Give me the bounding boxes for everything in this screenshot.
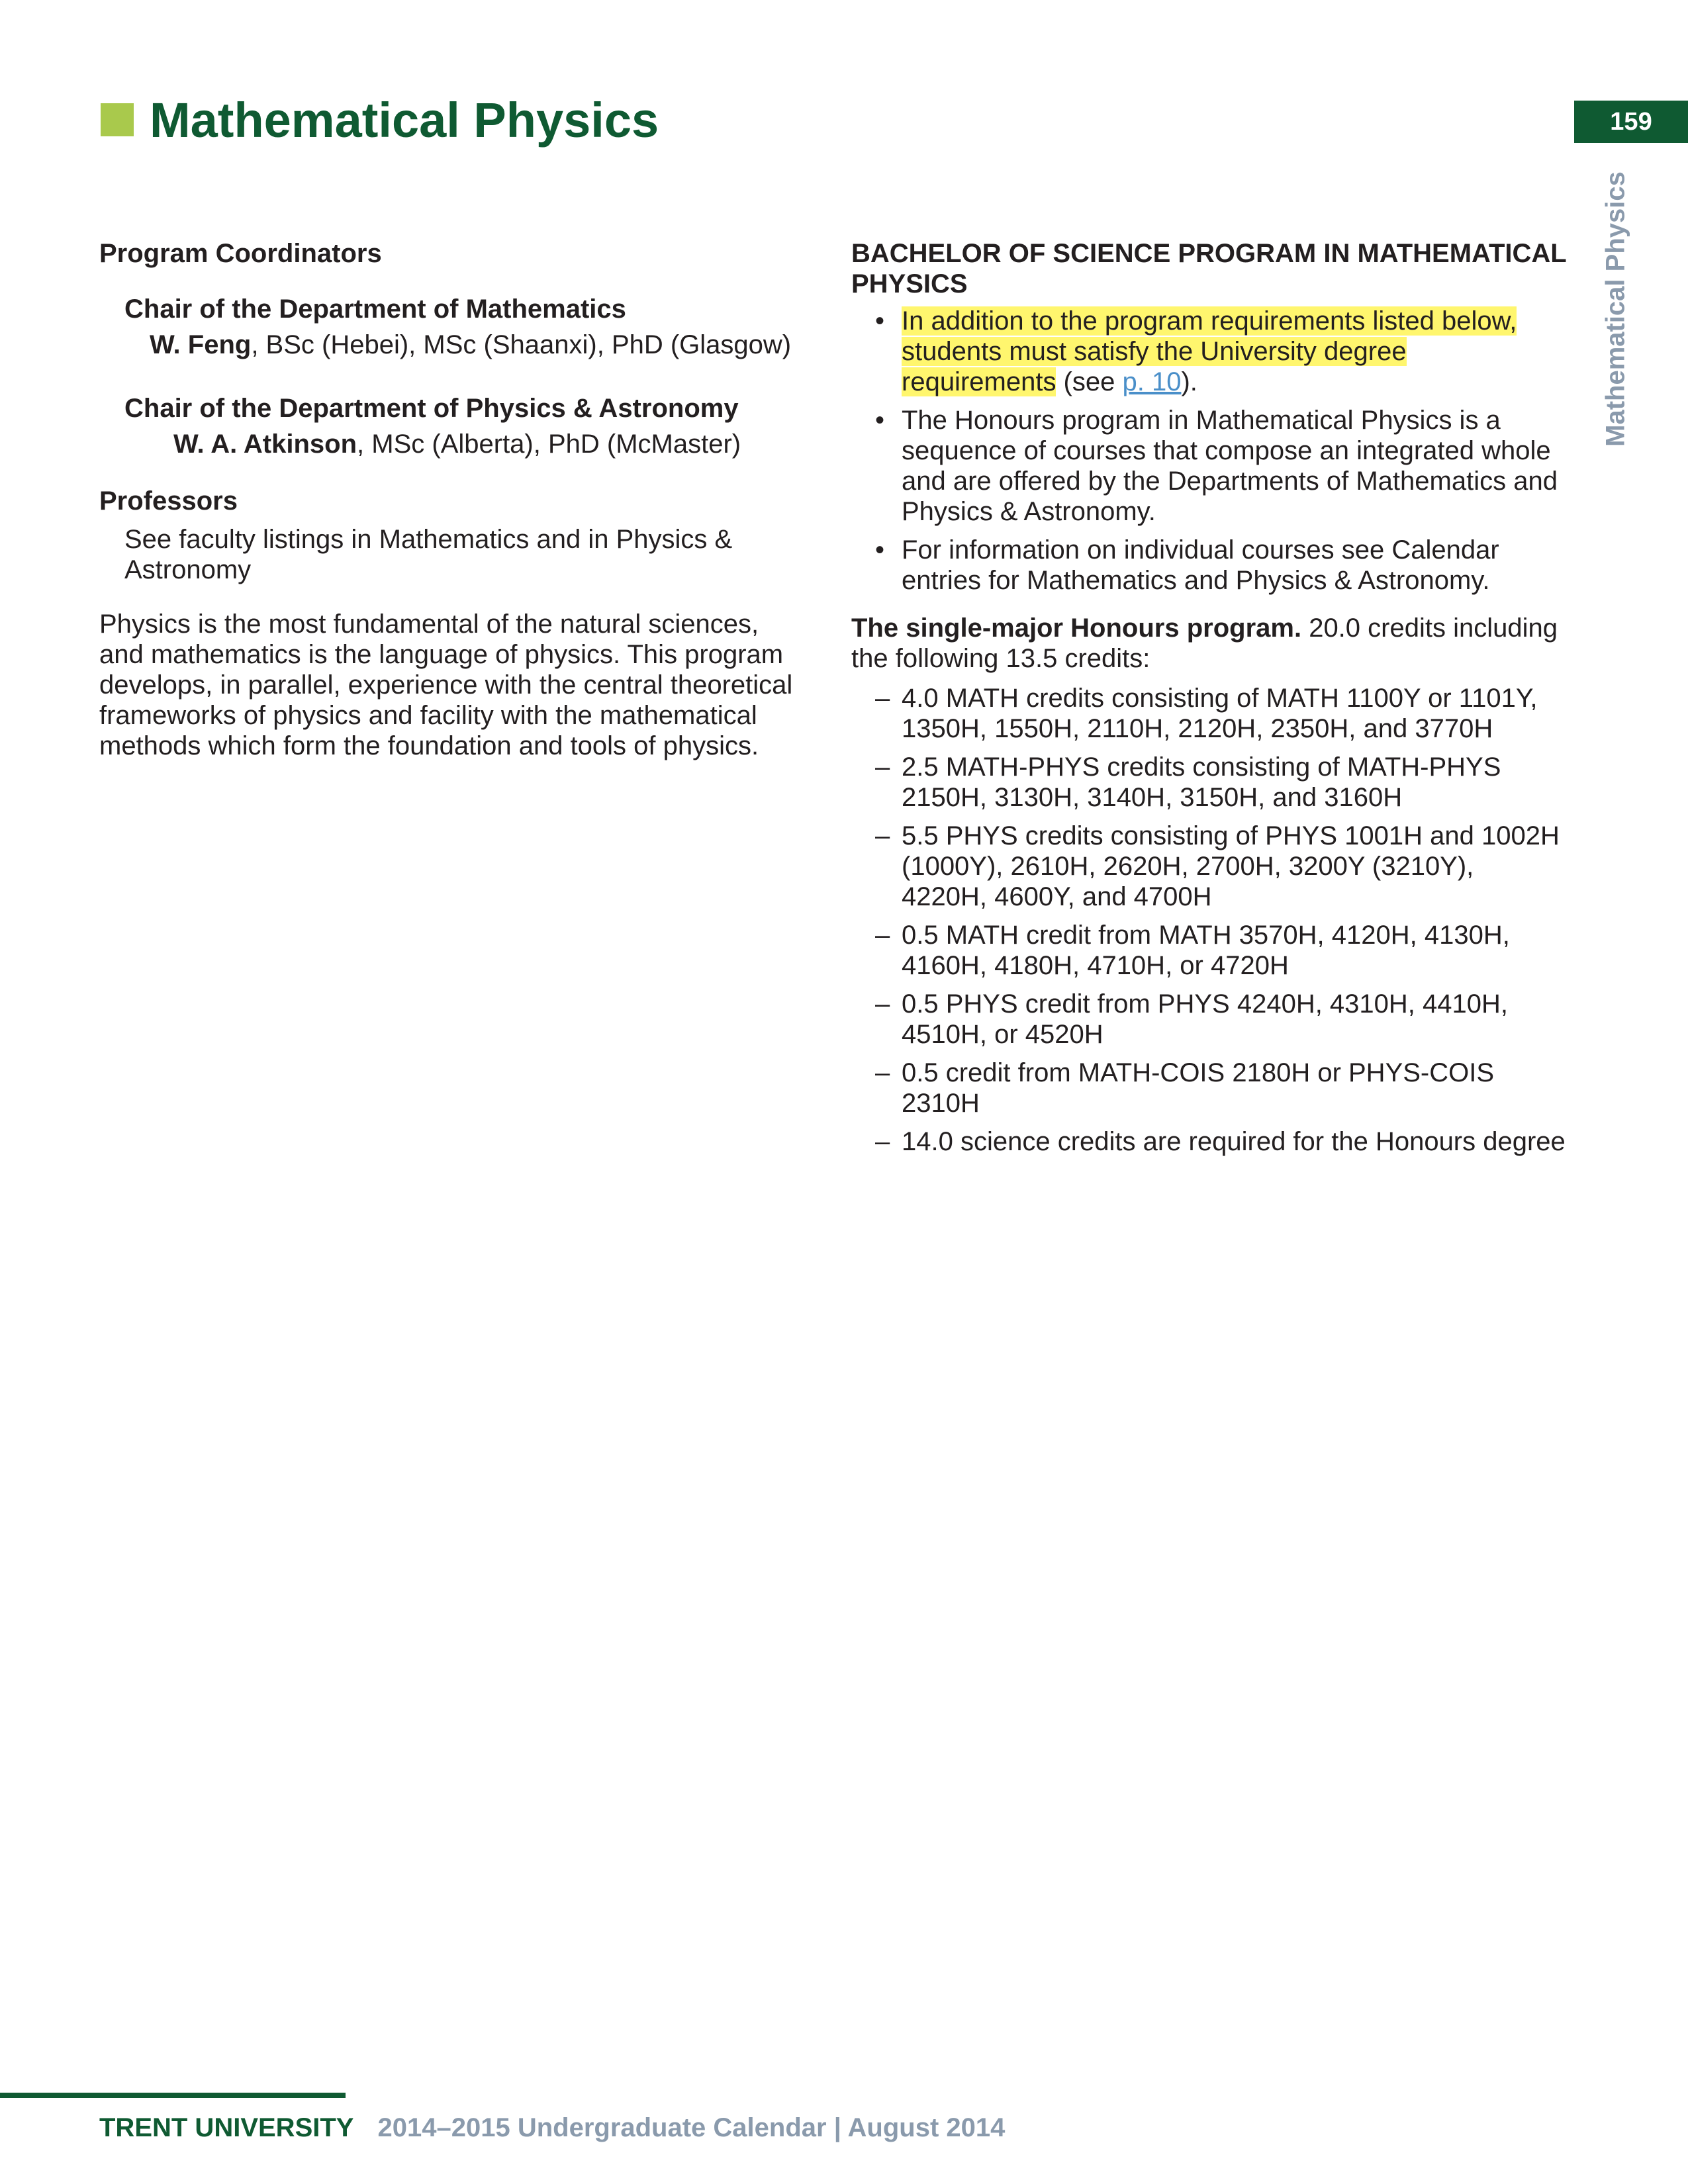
bullet-text: For information on individual courses see Calendar entries for Mathematics and Physics & Astronomy. [902,535,1499,595]
physics-chair-heading: Chair of the Department of Physics & Astronomy [124,394,739,423]
honours-rest: 20.0 credits including the following 13.5 credits: [851,614,1558,673]
professors-text: See faculty listings in Mathematics and in Physics & Astronomy [124,525,733,584]
highlighted-text: In addition to the program requirements listed below, students must satisfy the University degree requirements [902,306,1517,396]
footer-rule [0,2093,346,2098]
physics-chair-entry [173,429,808,459]
dash-icon: – [875,684,890,713]
dash-icon: – [875,989,890,1019]
professors-heading: Professors [99,486,238,516]
intro-paragraph: Physics is the most fundamental of the natural sciences, and mathematics is the language of physics. This program develops, in parallel, experience with the central theoretical frameworks of physics and facility with the mathematical methods which form the foundation and tools of physics. [99,610,793,760]
bullet-icon: • [875,535,885,565]
program-notes [851,306,1566,596]
right-column [851,238,1566,1165]
list-item [851,683,1566,744]
dash-icon: – [875,921,890,950]
footer-calendar: 2014–2015 Undergraduate Calendar | August 2014 [377,2113,1006,2142]
list-item [851,821,1566,912]
footer-university: TRENT UNIVERSITY [99,2113,354,2142]
page-link[interactable]: p. 10 [1122,367,1182,396]
dash-icon: – [875,821,890,850]
dash-icon: – [875,752,890,782]
list-item [851,1126,1566,1157]
physics-chair-name: W. A. Atkinson [173,430,357,459]
requirement-text: 2.5 MATH-PHYS credits consisting of MATH-PHYS 2150H, 3130H, 3140H, 3150H, and 3160H [902,752,1501,812]
bullet-icon: • [875,406,885,435]
requirements-list [851,683,1566,1157]
footer [99,2111,1005,2144]
list-item [851,989,1566,1050]
list-item [851,752,1566,813]
link-close: ). [1181,367,1197,396]
program-heading: BACHELOR OF SCIENCE PROGRAM IN MATHEMATICAL PHYSICS [851,239,1566,298]
left-column [99,238,808,761]
requirement-text: 4.0 MATH credits consisting of MATH 1100Y or 1101Y, 1350H, 1550H, 2110H, 2120H, 2350H, and 3770H [902,684,1538,743]
list-item [851,920,1566,981]
bullet-icon: • [875,306,885,336]
math-chair-heading: Chair of the Department of Mathematics [124,295,626,324]
math-chair-entry [150,330,808,360]
requirement-text: 0.5 MATH credit from MATH 3570H, 4120H, 4130H, 4160H, 4180H, 4710H, or 4720H [902,921,1510,980]
list-item [851,1058,1566,1118]
dash-icon: – [875,1127,890,1156]
math-chair-degrees: , BSc (Hebei), MSc (Shaanxi), PhD (Glasgow) [251,330,792,359]
bullet-text: The Honours program in Mathematical Physics is a sequence of courses that compose an integrated whole and are offered by the Departments of Mathematics and Physics & Astronomy. [902,406,1558,526]
requirement-text: 5.5 PHYS credits consisting of PHYS 1001H and 1002H (1000Y), 2610H, 2620H, 2700H, 3200Y (3210Y), 4220H, 4600Y, and 4700H [902,821,1560,911]
math-chair-name: W. Feng [150,330,252,359]
requirement-text: 0.5 credit from MATH-COIS 2180H or PHYS-COIS 2310H [902,1058,1495,1118]
see-text: (see [1056,367,1123,396]
page-number-badge: 159 [1574,101,1688,143]
physics-chair-degrees: , MSc (Alberta), PhD (McMaster) [357,430,741,459]
side-section-label-text: Mathematical Physics [1601,171,1630,447]
dash-icon: – [875,1058,890,1087]
honours-lead: The single-major Honours program. [851,614,1302,643]
requirement-text: 14.0 science credits are required for the Honours degree [902,1127,1566,1156]
list-item [851,405,1566,527]
side-section-label [1596,170,1636,448]
title-square-icon [101,103,134,136]
page-title: Mathematical Physics [150,93,659,148]
requirement-text: 0.5 PHYS credit from PHYS 4240H, 4310H, 4410H, 4510H, or 4520H [902,989,1509,1049]
coordinators-heading: Program Coordinators [99,239,382,268]
honours-intro [851,613,1566,674]
list-item [851,535,1566,596]
list-item [851,306,1566,397]
